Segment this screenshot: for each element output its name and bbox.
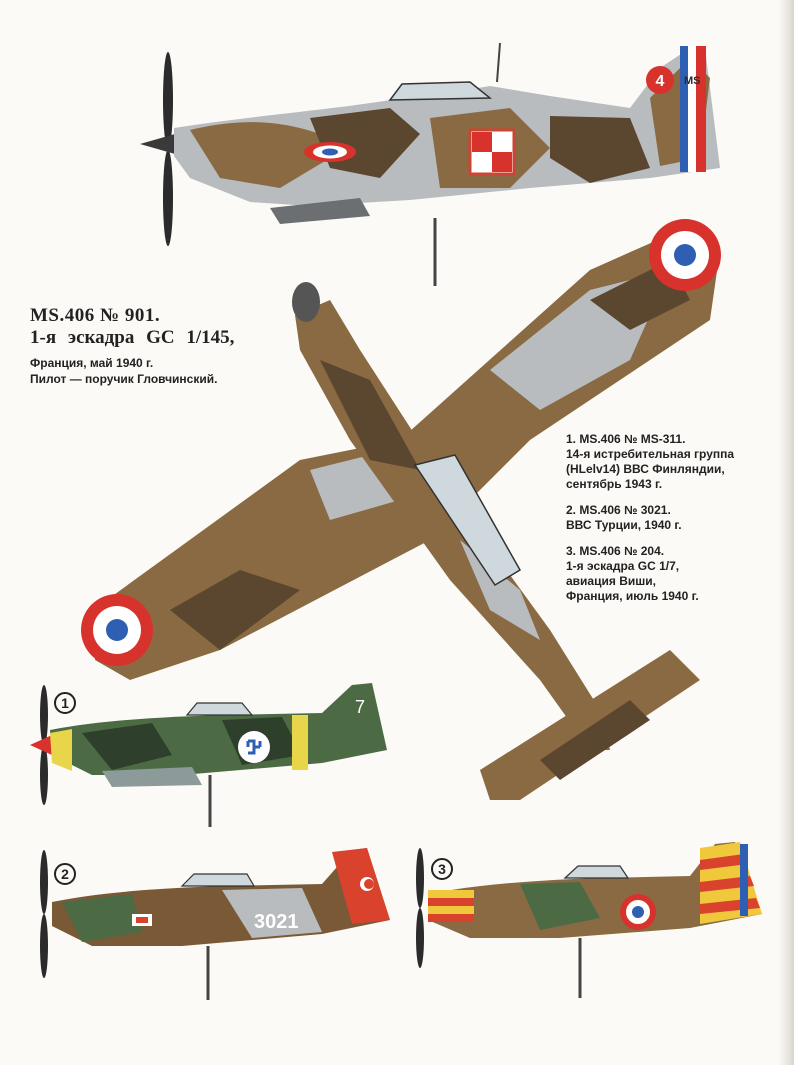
note-1: 1. MS.406 № MS-311. 14-я истребительная группа (HLelv14) ВВС Финляндии, сентябрь 1943 г. <box>566 432 735 491</box>
notes-list <box>566 432 776 615</box>
spinner-plan <box>292 282 320 322</box>
canopy-vichy <box>565 866 628 878</box>
spinner <box>140 134 175 154</box>
fuselage-finn <box>50 683 387 775</box>
canopy <box>390 82 490 100</box>
fin-serial: 3021 <box>254 911 299 933</box>
caption-pilot: Пилот — поручик Гловчинский. <box>30 372 218 386</box>
caption-unit: 1-я эскадра GC 1/145, <box>30 327 235 348</box>
tail-stripe-red <box>696 46 706 172</box>
profile-number-3: 3 <box>431 858 453 880</box>
propeller-blade-top <box>163 52 173 148</box>
profile-number-1: 1 <box>54 692 76 714</box>
tailplane <box>480 650 700 800</box>
caption-title: MS.406 № 901. <box>30 305 161 326</box>
note-2: 2. MS.406 № 3021. ВВС Турции, 1940 г. <box>566 503 682 532</box>
canopy-turk <box>182 874 254 886</box>
profile-number-2: 2 <box>54 863 76 885</box>
canopy-finn <box>187 703 252 715</box>
page-edge-shadow <box>778 0 794 1065</box>
caption-place-date: Франция, май 1940 г. <box>30 356 154 370</box>
fin-digit: 7 <box>355 697 366 717</box>
aircraft-profile-vichy <box>400 838 772 1008</box>
aircraft-profile-finnish <box>22 675 402 835</box>
tail-stripe-white <box>688 46 696 172</box>
tail-stripe-blue <box>680 46 688 172</box>
aircraft-profile-turkish <box>22 842 402 1002</box>
antenna-mast <box>497 43 500 82</box>
note-3: 3. MS.406 № 204. 1-я эскадра GC 1/7, авиация Виши, Франция, июль 1940 г. <box>566 544 699 603</box>
tail-number: 4 <box>655 73 665 90</box>
tail-code: MS <box>684 75 701 87</box>
fuselage-band-yellow <box>292 715 308 770</box>
